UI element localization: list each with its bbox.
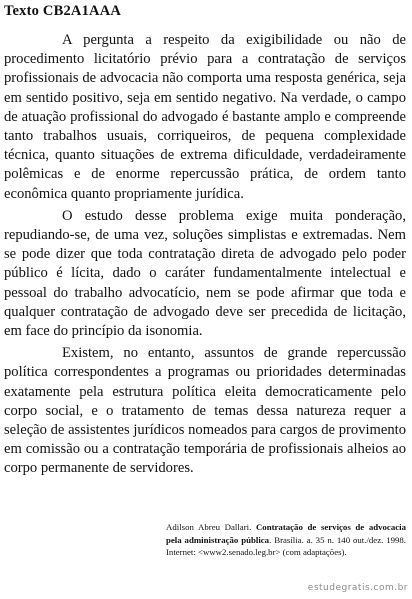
- document-body: [4, 31, 406, 482]
- paragraph-1: A pergunta a respeito da exigibilidade ou não de procedimento licitatório prévio para a contratação de serviços profissionais de advocacia não comporta uma resposta genérica, seja em sentido positivo, seja em sentido negativo. Na verdade, o campo de atuação profissional do advogado é bastante amplo e compreende tanto trabalhos usuais, corriqueiros, de pequena complexidade técnica, quanto situações de extrema dificuldade, verdadeiramente polêmicas e de enorme repercussão prática, de ordem tanto econômica quanto propriamente jurídica.: [4, 32, 406, 202]
- source-citation: [166, 521, 406, 559]
- citation-work-title: Contratação de serviços de advocacia pela administração pública: [166, 522, 406, 545]
- watermark-footer: estudegratis.com.br: [307, 583, 408, 593]
- paragraph-2: O estudo desse problema exige muita ponderação, repudiando-se, de uma vez, soluções simplistas e extremadas. Nem se pode dizer que toda contratação direta de advogado pelo poder público é lícita, dado o caráter fundamentalmente intelectual e pessoal do trabalho advocatício, nem se pode afirmar que toda e qualquer contratação de advogado deve ser precedida de licitação, em face do princípio da isonomia.: [4, 207, 406, 340]
- citation-internet: Internet: <www2.senado.leg.br> (com adaptações).: [166, 547, 347, 558]
- citation-details: . Brasília. a. 35 n. 140 out./dez. 1998.: [269, 534, 406, 545]
- citation-author: Adilson Abreu Dallari.: [166, 522, 252, 532]
- document-title: Texto CB2A1AAA: [4, 3, 122, 19]
- paragraph-3: Existem, no entanto, assuntos de grande repercussão política correspondentes a programas ou prioridades determinadas exatamente pela estrutura política eleita democraticamente pelo corpo social, e o tratamento de temas dessa natureza requer a seleção de assistentes jurídicos nomeados para cargos de provimento em comissão ou a contratação temporária de profissionais alheios ao corpo permanente de servidores.: [4, 345, 406, 477]
